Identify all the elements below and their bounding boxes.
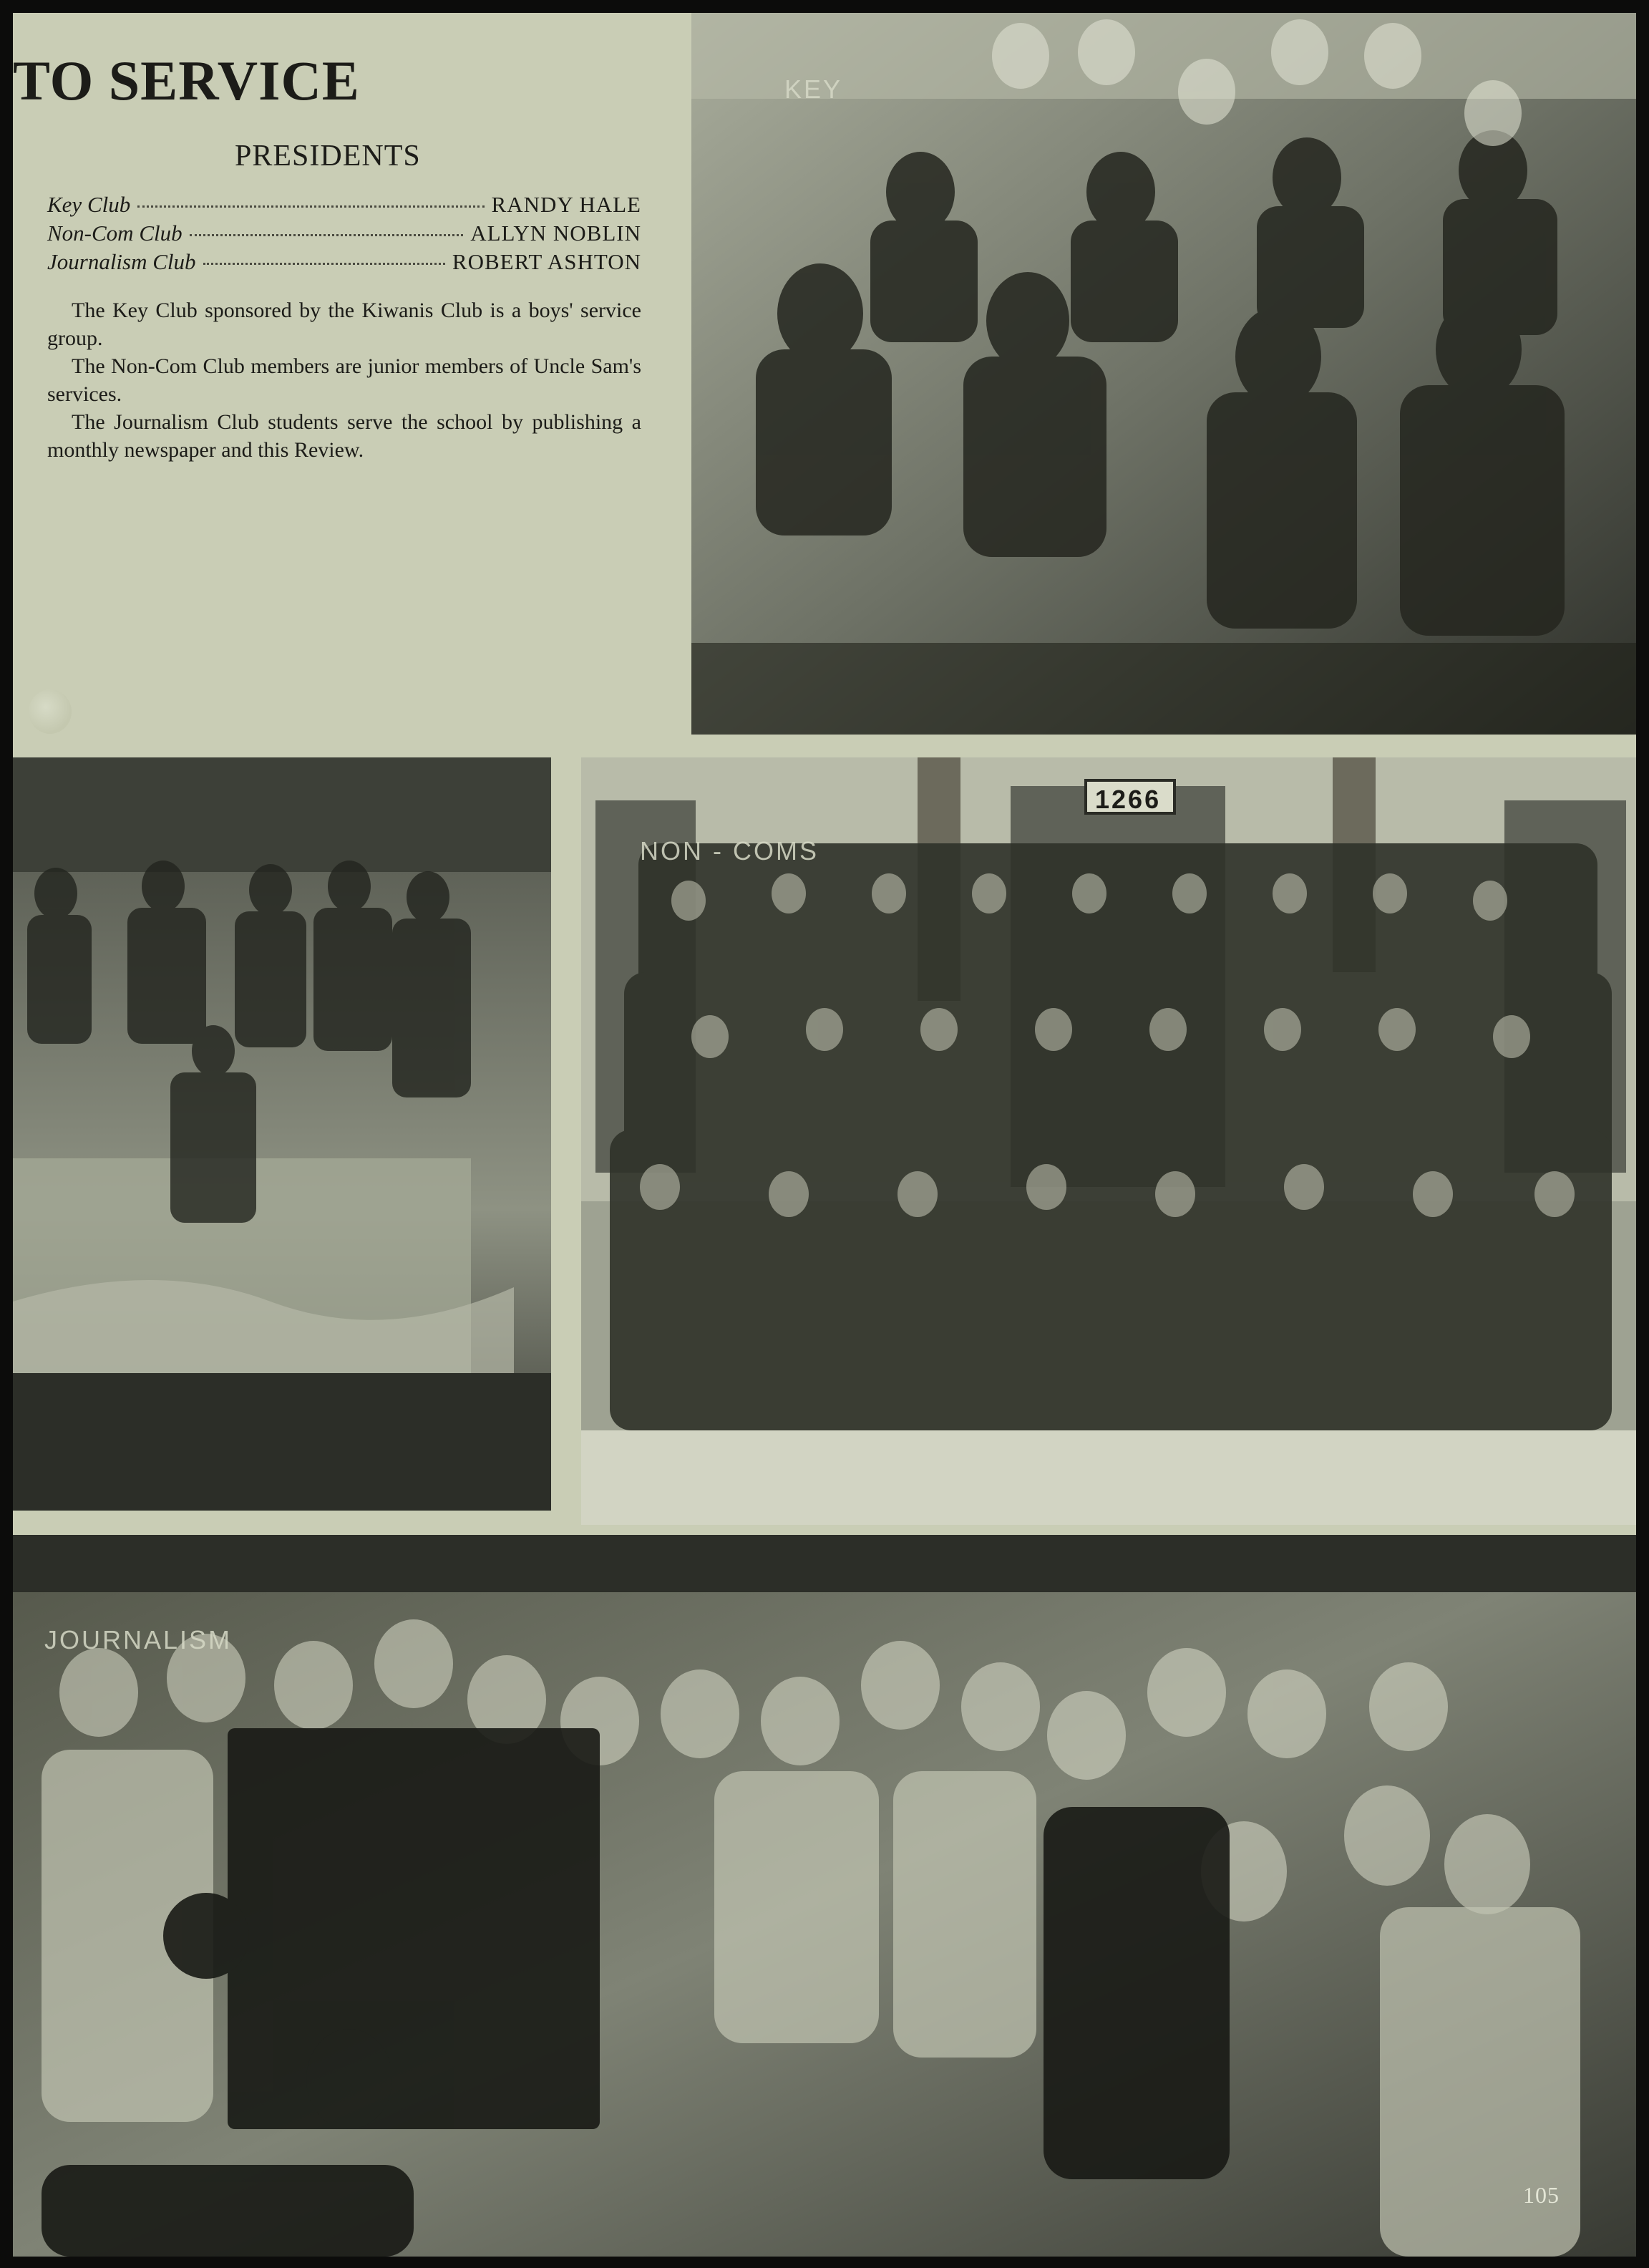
key-club-photo [691, 13, 1636, 735]
president-row [47, 220, 641, 249]
key-club-photo-image [691, 13, 1636, 735]
description-paragraph: The Key Club sponsored by the Kiwanis Club is a boys' service group. [47, 299, 641, 350]
presidents-list [47, 192, 641, 278]
presidents-heading: PRESIDENTS [235, 140, 421, 173]
journalism-photo-image [13, 1535, 1636, 2257]
journalism-label: JOURNALISM [44, 1625, 233, 1654]
president-row [47, 192, 641, 220]
description-paragraph: The Non-Com Club members are junior members of Uncle Sam's services. [47, 354, 641, 406]
key-label: KEY [784, 74, 843, 104]
club-name: Non-Com Club [47, 220, 183, 246]
page-title: TO SERVICE [13, 49, 360, 112]
dot-leader [137, 205, 484, 208]
description-paragraph: The Journalism Club students serve the school by publishing a monthly newspaper and this Review. [47, 410, 641, 462]
non-coms-photo-image [581, 757, 1636, 1525]
club-descriptions [47, 296, 641, 464]
stage-photo-image [13, 757, 551, 1511]
journalism-photo [13, 1535, 1636, 2257]
president-name: ROBERT ASHTON [452, 249, 641, 274]
president-name: ALLYN NOBLIN [470, 220, 641, 246]
president-name: RANDY HALE [491, 192, 641, 217]
stage-photo [13, 757, 551, 1511]
page-number: 105 [1523, 2182, 1560, 2208]
non-coms-photo [581, 757, 1636, 1525]
dot-leader [203, 263, 445, 265]
club-name: Key Club [47, 192, 131, 217]
non-coms-label: NON - COMS [640, 836, 819, 866]
door-number-sign: 1266 [1095, 785, 1162, 814]
yearbook-page [13, 13, 1636, 2257]
president-row [47, 249, 641, 278]
paper-stain [29, 689, 72, 734]
club-name: Journalism Club [47, 249, 196, 274]
dot-leader [190, 234, 464, 236]
